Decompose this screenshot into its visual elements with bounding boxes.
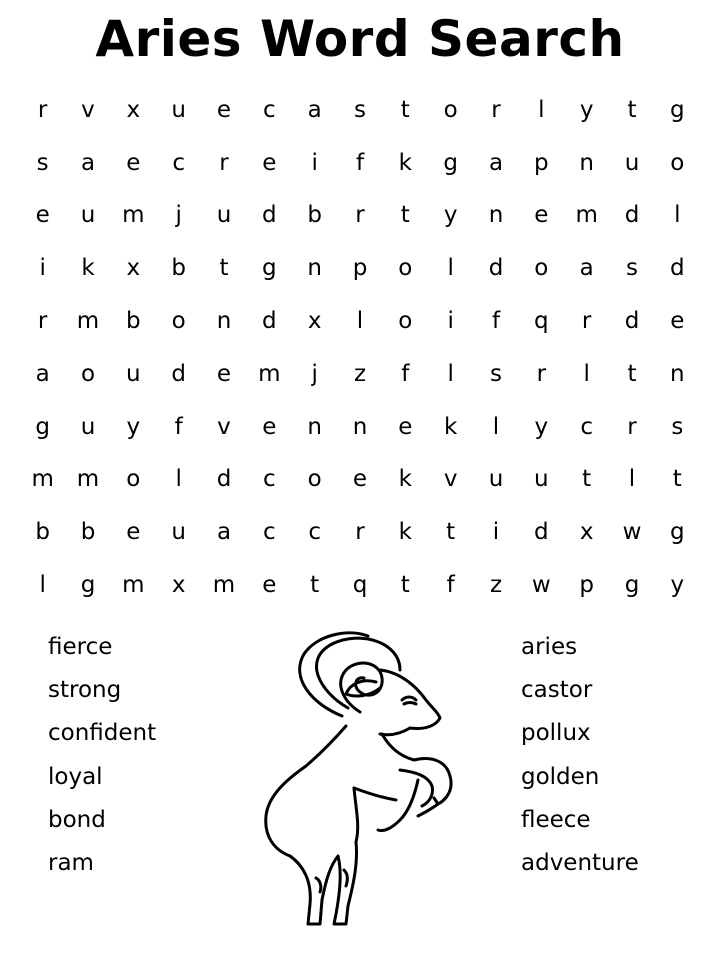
grid-letter: u [624, 149, 640, 176]
grid-letter: o [398, 255, 413, 282]
grid-letter: u [80, 202, 96, 229]
grid-letter: a [488, 149, 504, 176]
grid-letter: e [398, 413, 413, 440]
grid-letter: e [216, 96, 232, 123]
grid-letter: f [446, 572, 455, 599]
grid-letter: g [35, 413, 50, 440]
grid-letter: e [35, 202, 50, 229]
grid-letter: k [443, 413, 458, 440]
grid-letter: a [80, 149, 96, 176]
grid-letter: e [126, 519, 141, 546]
grid-letter: q [534, 308, 549, 335]
grid-letter: d [488, 255, 504, 282]
grid-letter: y [443, 202, 458, 229]
grid-letter: r [581, 308, 592, 335]
grid-letter: m [31, 466, 54, 493]
grid-letter: d [670, 255, 685, 282]
grid-letter: s [671, 413, 684, 440]
grid-letter: c [308, 519, 321, 546]
grid-letter: s [36, 149, 49, 176]
grid-letter: c [262, 519, 276, 546]
grid-letter: a [307, 96, 322, 123]
grid-letter: o [443, 96, 458, 123]
grid-letter: x [126, 96, 141, 123]
word-list-left [48, 626, 156, 885]
grid-letter: u [171, 96, 186, 123]
grid-letter: c [580, 413, 593, 440]
letter-grid [20, 84, 700, 612]
grid-letter: w [622, 519, 642, 546]
grid-letter: u [126, 360, 141, 387]
grid-letter: g [670, 96, 685, 123]
grid-letter: t [582, 466, 592, 493]
grid-letter: r [491, 96, 501, 123]
grid-letter: f [174, 413, 183, 440]
ram-icon [250, 630, 470, 935]
grid-letter: t [219, 255, 229, 282]
grid-letter: s [626, 255, 638, 282]
grid-letter: e [352, 466, 368, 493]
grid-letter: r [355, 202, 365, 229]
grid-letter: s [354, 96, 366, 123]
grid-letter: a [35, 360, 50, 387]
grid-letter: x [579, 519, 594, 546]
grid-letter: e [216, 360, 232, 387]
grid-letter: g [262, 255, 277, 282]
grid-letter: b [171, 255, 186, 282]
grid-letter: e [262, 149, 277, 176]
grid-letter: p [579, 572, 594, 599]
grid-letter: c [262, 96, 276, 123]
word-list-item: strong [48, 677, 122, 704]
grid-letter: m [575, 202, 598, 229]
grid-letter: z [489, 572, 503, 599]
grid-letter: n [307, 413, 322, 440]
grid-letter: l [674, 202, 681, 229]
grid-letter: f [355, 149, 365, 176]
grid-letter: b [35, 519, 50, 546]
grid-letter: k [398, 519, 412, 546]
grid-letter: f [401, 360, 410, 387]
grid-letter: t [446, 519, 456, 546]
grid-letter: p [352, 255, 368, 282]
grid-letter: d [216, 466, 232, 493]
grid-letter: n [216, 308, 232, 335]
grid-letter: d [262, 202, 277, 229]
grid-letter: u [171, 519, 186, 546]
grid-letter: z [353, 360, 367, 387]
grid-letter: o [171, 308, 186, 335]
grid-letter: t [672, 466, 682, 493]
grid-letter: q [352, 572, 368, 599]
grid-letter: c [172, 149, 185, 176]
grid-letter: r [37, 308, 48, 335]
grid-letter: o [670, 149, 685, 176]
grid-letter: m [212, 572, 236, 599]
grid-letter: b [126, 308, 141, 335]
grid-letter: y [670, 572, 685, 599]
grid-letter: l [628, 466, 636, 493]
word-list-item: pollux [521, 720, 591, 747]
grid-letter: t [310, 572, 320, 599]
grid-letter: o [398, 308, 413, 335]
grid-letter: v [443, 466, 458, 493]
grid-letter: x [126, 255, 141, 282]
grid-letter: d [171, 360, 186, 387]
grid-letter: m [76, 466, 100, 493]
grid-letter: l [492, 413, 500, 440]
grid-letter: n [488, 202, 504, 229]
grid-letter: l [175, 466, 182, 493]
grid-letter: k [398, 149, 412, 176]
grid-letter: e [670, 308, 685, 335]
grid-letter: j [175, 202, 182, 229]
grid-letter: o [307, 466, 322, 493]
word-list-item: ram [48, 849, 94, 876]
grid-letter: n [579, 149, 594, 176]
grid-letter: p [534, 149, 549, 176]
grid-letter: l [39, 572, 46, 599]
grid-letter: o [534, 255, 549, 282]
grid-letter: d [534, 519, 549, 546]
grid-letter: d [624, 202, 640, 229]
grid-letter: u [80, 413, 96, 440]
grid-letter: l [356, 308, 364, 335]
grid-letter: e [262, 572, 277, 599]
grid-letter: j [311, 360, 318, 387]
grid-letter: a [579, 255, 594, 282]
grid-letter: f [491, 308, 501, 335]
grid-letter: g [443, 149, 458, 176]
grid-letter: l [447, 255, 454, 282]
grid-letter: m [258, 360, 281, 387]
grid-letter: e [534, 202, 549, 229]
word-list-item: bond [48, 806, 106, 833]
grid-letter: g [624, 572, 640, 599]
grid-letter: r [37, 96, 48, 123]
word-list-item: adventure [521, 849, 639, 876]
grid-letter: n [307, 255, 322, 282]
grid-letter: r [627, 413, 637, 440]
grid-letter: i [39, 255, 46, 282]
grid-letter: t [627, 96, 637, 123]
grid-letter: y [579, 96, 594, 123]
grid-letter: m [76, 308, 100, 335]
grid-letter: o [80, 360, 96, 387]
word-list-item: fierce [48, 634, 113, 660]
grid-letter: s [490, 360, 502, 387]
grid-letter: u [534, 466, 549, 493]
word-list-item: fleece [521, 806, 591, 833]
grid-letter: t [400, 96, 410, 123]
word-list-item: loyal [48, 763, 103, 790]
grid-letter: l [447, 360, 454, 387]
word-list-right [521, 626, 639, 885]
grid-letter: r [536, 360, 547, 387]
word-list-item: aries [521, 634, 578, 660]
grid-letter: a [216, 519, 232, 546]
grid-letter: b [307, 202, 322, 229]
grid-letter: l [583, 360, 590, 387]
grid-letter: y [534, 413, 549, 440]
grid-letter: i [492, 519, 500, 546]
grid-letter: u [488, 466, 504, 493]
grid-letter: x [171, 572, 186, 599]
grid-letter: d [624, 308, 640, 335]
grid-letter: v [81, 96, 95, 123]
grid-letter: t [627, 360, 637, 387]
grid-letter: i [311, 149, 318, 176]
grid-letter: o [126, 466, 141, 493]
grid-letter: e [262, 413, 277, 440]
grid-letter: x [307, 308, 322, 335]
word-list-item: golden [521, 763, 600, 790]
grid-letter: w [531, 572, 551, 599]
word-list-item: castor [521, 677, 593, 704]
grid-letter: e [126, 149, 141, 176]
grid-letter: r [219, 149, 229, 176]
grid-letter: g [80, 572, 96, 599]
grid-letter: t [400, 202, 410, 229]
grid-letter: k [398, 466, 412, 493]
grid-letter: m [122, 572, 145, 599]
grid-letter: k [81, 255, 95, 282]
grid-letter: g [670, 519, 685, 546]
grid-letter: t [400, 572, 410, 599]
grid-letter: y [126, 413, 141, 440]
grid-letter: u [216, 202, 232, 229]
grid-letter: v [217, 413, 231, 440]
grid-letter: b [80, 519, 96, 546]
grid-letter: c [262, 466, 276, 493]
grid-letter: l [538, 96, 545, 123]
grid-letter: i [447, 308, 454, 335]
grid-letter: d [262, 308, 277, 335]
grid-letter: r [355, 519, 365, 546]
grid-letter: m [122, 202, 145, 229]
grid-letter: n [670, 360, 685, 387]
page-title: Aries Word Search [95, 10, 625, 68]
word-list-item: confident [48, 720, 157, 747]
grid-letter: n [352, 413, 368, 440]
